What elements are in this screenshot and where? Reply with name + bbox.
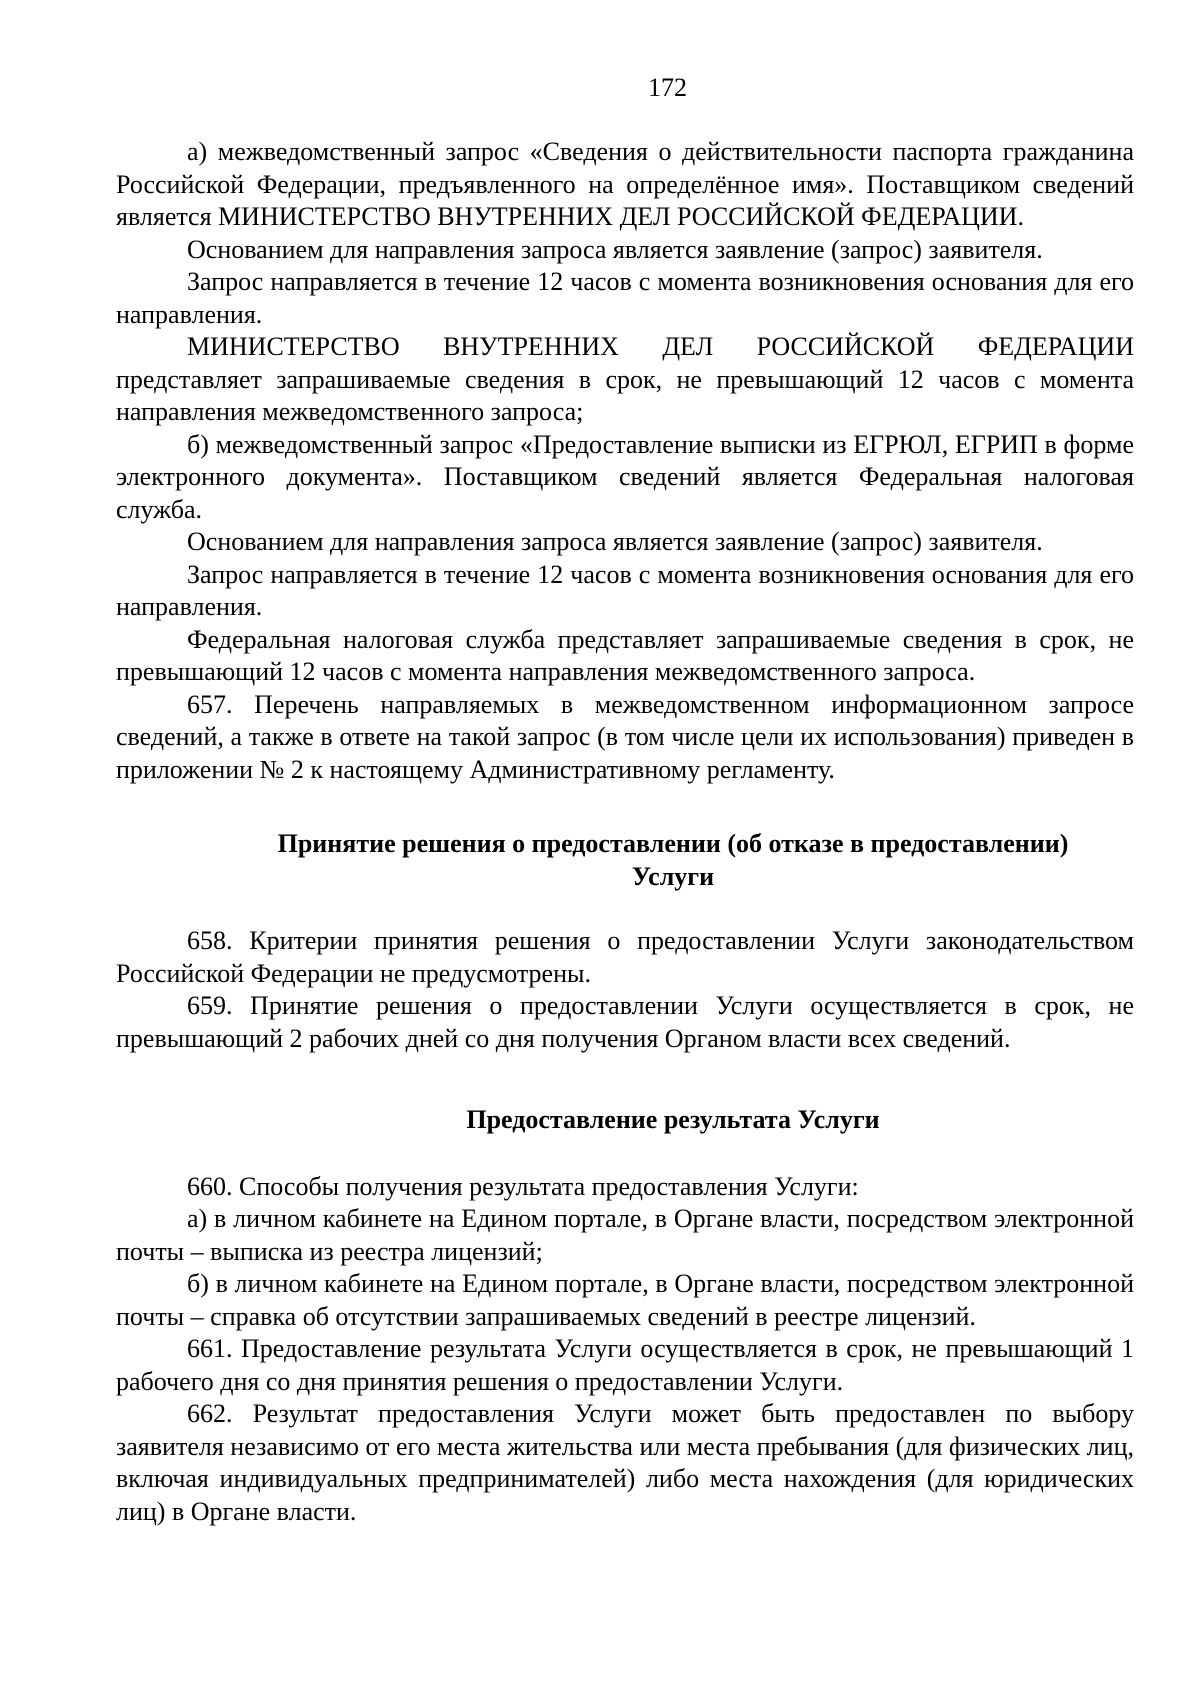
section-heading-line: Услуги bbox=[631, 861, 715, 891]
paragraph: а) в личном кабинете на Едином портале, в Органе власти, посредством электронной почты – выписка из реестра лицензий; bbox=[116, 1204, 1134, 1266]
paragraph: 661. Предоставление результата Услуги осуществляется в срок, не превышающий 1 рабочего дня со дня принятия решения о предоставлении Услуги. bbox=[116, 1334, 1134, 1396]
paragraph: Федеральная налоговая служба представляет запрашиваемые сведения в срок, не превышающий 12 часов с момента направления межведомственного запроса. bbox=[116, 624, 1134, 686]
section-heading-line: Принятие решения о предоставлении (об отказе в предоставлении) bbox=[277, 829, 1069, 858]
paragraph: МИНИСТЕРСТВО ВНУТРЕННИХ ДЕЛ РОССИЙСКОЙ ФЕДЕРАЦИИ представляет запрашиваемые сведения в срок, не превышающий 12 часов с момента направления межведомственного запроса; bbox=[116, 332, 1134, 426]
paragraph: 657. Перечень направляемых в межведомственном информационном запросе сведений, а также в ответе на такой запрос (в том числе цели их использования) приведен в приложении № 2 к настоящему Административному регламенту. bbox=[116, 689, 1134, 784]
paragraph: Основанием для направления запроса является заявление (запрос) заявителя. bbox=[187, 234, 1043, 264]
section-heading-decision bbox=[116, 828, 1134, 893]
paragraph: Запрос направляется в течение 12 часов с момента возникновения основания для его направления. bbox=[116, 559, 1134, 621]
section-decision bbox=[116, 925, 1134, 1055]
paragraph: Запрос направляется в течение 12 часов с момента возникновения основания для его направления. bbox=[116, 267, 1134, 329]
paragraph: 658. Критерии принятия решения о предоставлении Услуги законодательством Российской Федерации не предусмотрены. bbox=[116, 926, 1134, 988]
paragraph: 660. Способы получения результата предоставления Услуги: bbox=[187, 1171, 859, 1201]
document-body bbox=[116, 136, 1134, 1528]
section-interagency-requests bbox=[116, 136, 1134, 786]
paragraph: 659. Принятие решения о предоставлении Услуги осуществляется в срок, не превышающий 2 рабочих дней со дня получения Органом власти всех сведений. bbox=[116, 991, 1134, 1053]
paragraph: б) межведомственный запрос «Предоставление выписки из ЕГРЮЛ, ЕГРИП в форме электронного документа». Поставщиком сведений является Федеральная налоговая служба. bbox=[116, 429, 1134, 524]
section-heading-result bbox=[116, 1104, 1134, 1137]
section-result bbox=[116, 1171, 1134, 1529]
paragraph: Основанием для направления запроса является заявление (запрос) заявителя. bbox=[187, 527, 1043, 556]
page-number: 172 bbox=[648, 73, 687, 102]
section-heading-line: Предоставление результата Услуги bbox=[466, 1105, 880, 1134]
paragraph: б) в личном кабинете на Едином портале, в Органе власти, посредством электронной почты – справка об отсутствии запрашиваемых сведений в реестре лицензий. bbox=[116, 1269, 1134, 1331]
paragraph: 662. Результат предоставления Услуги может быть предоставлен по выбору заявителя независимо от его места жительства или места пребывания (для физических лиц, включая индивидуальных предпринимателей) либо места нахождения (для юридических лиц) в Органе власти. bbox=[116, 1399, 1134, 1526]
paragraph: а) межведомственный запрос «Сведения о действительности паспорта гражданина Российской Федерации, предъявленного на определённое имя». Поставщиком сведений является МИНИСТЕРСТВО ВНУТРЕННИХ ДЕЛ РОССИЙСКОЙ ФЕДЕРАЦИИ. bbox=[116, 137, 1134, 231]
